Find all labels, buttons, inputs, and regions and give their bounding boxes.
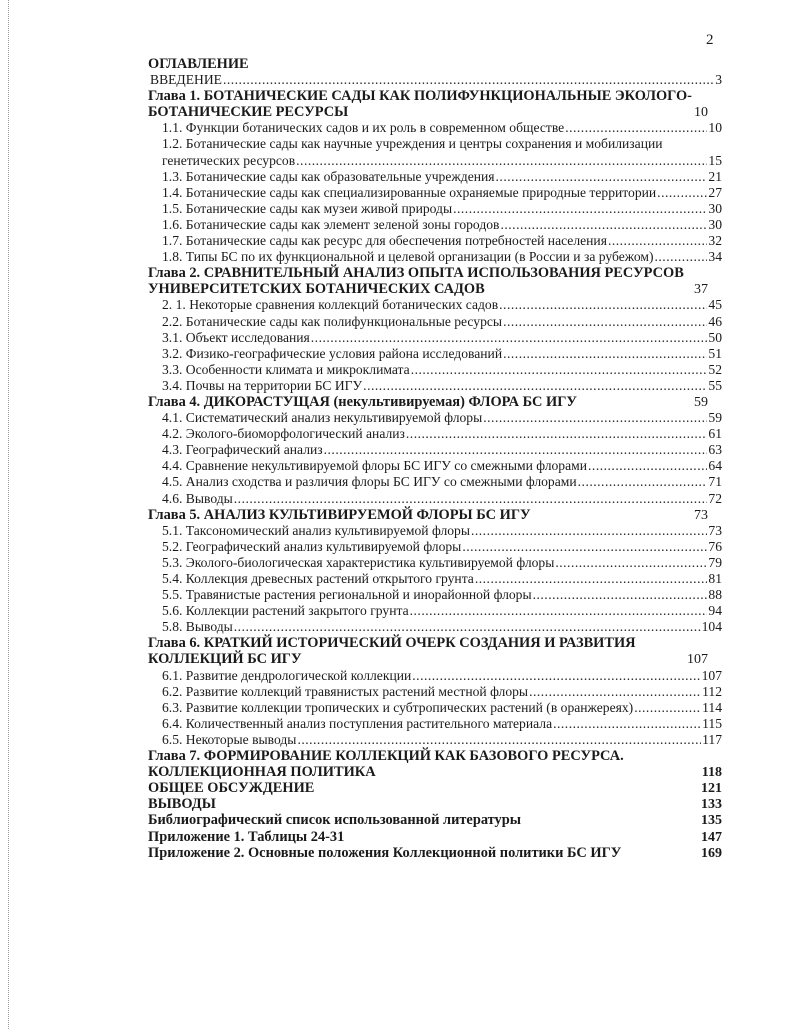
toc-entry-title: Глава 4. ДИКОРАСТУЩАЯ (некультивируемая) ФЛОРА БС ИГУ [148, 393, 577, 410]
toc-entry-title: 6.5. Некоторые выводы [162, 731, 297, 747]
toc-entry-title: 6.1. Развитие дендрологической коллекции [162, 667, 412, 683]
toc-entry-title: 6.2. Развитие коллекций травянистых растений местной флоры [162, 683, 529, 699]
toc-dot-leader [453, 201, 707, 217]
toc-entry[interactable] [148, 281, 722, 297]
toc-entry-title: 6.3. Развитие коллекции тропических и субтропических растений (в оранжереях) [162, 699, 634, 715]
toc-entry[interactable] [148, 732, 722, 748]
toc-dot-leader [311, 330, 708, 346]
toc-entry-title: 5.8. Выводы [162, 619, 233, 635]
toc-entry[interactable] [148, 635, 722, 651]
toc-entry-page: 3 [715, 72, 722, 88]
toc-dot-leader [565, 120, 707, 136]
toc-entry[interactable] [148, 829, 722, 845]
toc-entry-title: 2.2. Ботанические сады как полифункциональные ресурсы [162, 313, 503, 329]
toc-entry-title: 4.5. Анализ сходства и различия флоры БС ИГУ со смежными флорами [162, 474, 577, 490]
toc-entry-page: 37 [694, 282, 708, 298]
toc-entry-title: 4.3. Географический анализ [162, 442, 323, 458]
toc-entry[interactable] [148, 507, 722, 523]
toc-entry-page: 59 [708, 410, 722, 426]
toc-entry[interactable] [148, 410, 722, 426]
toc-entry-title: 5.4. Коллекция древесных растений открытого грунта [162, 571, 474, 586]
toc-entry-title: Глава 2. СРАВНИТЕЛЬНЫЙ АНАЛИЗ ОПЫТА ИСПОЛЬЗОВАНИЯ РЕСУРСОВ [148, 265, 684, 282]
toc-dot-leader [634, 700, 701, 716]
toc-entry[interactable] [148, 748, 722, 764]
toc-entry-page: 118 [701, 765, 722, 781]
toc-entry[interactable] [148, 845, 722, 861]
toc-dot-leader [553, 716, 701, 732]
toc-dot-leader [499, 297, 707, 313]
toc-entry-page: 34 [708, 249, 722, 265]
toc-entry-page: 64 [708, 458, 722, 474]
toc-entry-page: 30 [708, 216, 722, 232]
toc-dot-leader [363, 378, 707, 394]
toc-entry[interactable] [148, 458, 722, 474]
toc-entry-page: 51 [708, 345, 722, 361]
toc-dot-leader [503, 346, 707, 362]
toc-entry[interactable] [148, 555, 722, 571]
toc-entry-title: 1.7. Ботанические сады как ресурс для обеспечения потребностей населения [162, 233, 607, 249]
toc-entry[interactable] [148, 346, 722, 362]
toc-entry-title: КОЛЛЕКЦИЙ БС ИГУ [148, 651, 302, 668]
toc-entry[interactable] [148, 314, 722, 330]
toc-entry[interactable] [148, 378, 722, 394]
toc-dot-leader [503, 314, 707, 330]
toc-entry-title: Глава 5. АНАЛИЗ КУЛЬТИВИРУЕМОЙ ФЛОРЫ БС ИГУ [148, 506, 531, 523]
toc-entry-title: 5.1. Таксономический анализ культивируемой флоры [162, 522, 470, 538]
toc-dot-leader [410, 603, 708, 619]
toc-entry[interactable] [148, 362, 722, 378]
toc-dot-leader [588, 458, 707, 474]
toc-entry-title: УНИВЕРСИТЕТСКИХ БОТАНИЧЕСКИХ САДОВ [148, 281, 485, 298]
toc-dot-leader [608, 233, 707, 249]
toc-entry-page: 52 [708, 361, 722, 377]
toc-entry-title: Глава 1. БОТАНИЧЕСКИЕ САДЫ КАК ПОЛИФУНКЦИОНАЛЬНЫЕ ЭКОЛОГО- [148, 88, 692, 105]
toc-dot-leader [533, 587, 708, 603]
toc-dot-leader [406, 426, 708, 442]
toc-entry[interactable] [148, 523, 722, 539]
toc-entry[interactable] [148, 185, 722, 201]
toc-entry-title: 3.1. Объект исследования [162, 329, 310, 345]
toc-entry-page: 21 [708, 168, 722, 184]
toc-entry-page: 71 [708, 474, 722, 490]
toc-entry-page: 115 [702, 715, 722, 731]
toc-entry-title: 4.4. Сравнение некультивируемой флоры БС ИГУ со смежными флорами [162, 458, 588, 474]
toc-entry-page: 76 [708, 538, 722, 554]
toc-entry-page: 63 [708, 442, 722, 458]
toc-entry-title: 4.6. Выводы [162, 490, 233, 506]
toc-entry-page: 73 [708, 522, 722, 538]
scan-margin-line [8, 0, 9, 1029]
toc-entry-title: БОТАНИЧЕСКИЕ РЕСУРСЫ [148, 104, 349, 121]
toc-entry-title: ВЫВОДЫ [148, 796, 216, 813]
toc-entry[interactable] [148, 539, 722, 555]
toc-entry[interactable] [148, 249, 722, 265]
toc-entry-title: КОЛЛЕКЦИОННАЯ ПОЛИТИКА [148, 764, 376, 781]
toc-entry-title: Глава 7. ФОРМИРОВАНИЕ КОЛЛЕКЦИЙ КАК БАЗОВОГО РЕСУРСА. [148, 748, 624, 765]
toc-entry[interactable] [148, 169, 722, 185]
toc-entry[interactable] [148, 684, 722, 700]
toc-entry-title: Приложение 1. Таблицы 24-31 [148, 828, 345, 845]
toc-entry-title: 5.3. Эколого-биологическая характеристика культивируемой флоры [162, 554, 555, 570]
toc-entry[interactable] [148, 394, 722, 410]
toc-entry[interactable] [148, 796, 722, 812]
toc-entry-title: 1.2. Ботанические сады как научные учреждения и центры сохранения и мобилизации [162, 136, 663, 152]
toc-entry-page: 73 [694, 507, 708, 523]
toc-dot-leader [234, 619, 701, 635]
toc-entry[interactable] [148, 491, 722, 507]
toc-entry-title: 1.6. Ботанические сады как элемент зеленой зоны городов [162, 216, 500, 232]
toc-entry-title: 4.1. Систематический анализ некультивируемой флоры [162, 410, 483, 426]
toc-dot-leader [475, 571, 708, 587]
toc-entry-page: 114 [702, 699, 722, 715]
toc-entry-title: 1.4. Ботанические сады как специализированные охраняемые природные территории [162, 184, 657, 200]
toc-entry[interactable] [148, 201, 722, 217]
toc-entry[interactable] [148, 88, 722, 104]
toc-dot-leader [223, 72, 714, 88]
toc-entry-title: 5.5. Травянистые растения региональной и инорайонной флоры [162, 587, 532, 603]
toc-entry-title: 3.2. Физико-географические условия района исследований [162, 345, 503, 361]
toc-dot-leader [234, 491, 708, 507]
toc-entry-title: 1.3. Ботанические сады как образовательные учреждения [162, 168, 495, 184]
toc-entry-page: 88 [708, 587, 722, 603]
toc-title-text: ОГЛАВЛЕНИЕ [148, 56, 249, 72]
toc-entry[interactable] [148, 426, 722, 442]
toc-entry-title: Глава 6. КРАТКИЙ ИСТОРИЧЕСКИЙ ОЧЕРК СОЗДАНИЯ И РАЗВИТИЯ [148, 635, 636, 652]
toc-entry[interactable] [148, 571, 722, 587]
toc-entry[interactable] [148, 265, 722, 281]
toc-entry-title: 3.4. Почвы на территории БС ИГУ [162, 377, 363, 393]
toc-dot-leader [657, 185, 707, 201]
toc-entry-page: 117 [702, 731, 722, 747]
toc-entry-page: 30 [708, 200, 722, 216]
toc-entry-title: 5.6. Коллекции растений закрытого грунта [162, 603, 409, 619]
toc-entry-page: 107 [687, 652, 708, 668]
toc-entry-page: 46 [708, 313, 722, 329]
toc-dot-leader [555, 555, 707, 571]
toc-entry-page: 61 [708, 426, 722, 442]
toc-entry-page: 104 [701, 619, 722, 635]
toc-entry-title: 1.8. Типы БС по их функциональной и целевой организации (в России и за рубежом) [162, 249, 654, 265]
toc-entry[interactable] [148, 120, 722, 136]
toc-entry-title: 6.4. Количественный анализ поступления растительного материала [162, 715, 553, 731]
toc-entry-page: 27 [708, 184, 722, 200]
toc-entry-page: 32 [708, 233, 722, 249]
toc-entry-page: 107 [701, 667, 722, 683]
toc-entry[interactable] [148, 442, 722, 458]
toc-entry[interactable] [148, 780, 722, 796]
toc-entry-title: 1.1. Функции ботанических садов и их роль в современном обществе [162, 120, 565, 136]
toc-dot-leader [324, 442, 708, 458]
toc-dot-leader [500, 217, 707, 233]
toc-entry-page: 59 [694, 394, 708, 410]
toc-dot-leader [655, 249, 708, 265]
toc-entry-title: ВВЕДЕНИЕ [150, 72, 222, 88]
toc-entry[interactable] [148, 233, 722, 249]
toc-entry[interactable] [148, 603, 722, 619]
toc-entry-title: генетических ресурсов [162, 152, 296, 168]
toc-entry[interactable] [148, 716, 722, 732]
toc-entry[interactable] [148, 651, 722, 667]
toc-entry[interactable] [148, 136, 722, 152]
toc-dot-leader [496, 169, 708, 185]
toc-entry[interactable] [148, 764, 722, 780]
toc-entry-title: Библиографический список использованной литературы [148, 812, 521, 829]
toc-dot-leader [578, 474, 708, 490]
toc-entry-page: 55 [708, 377, 722, 393]
toc-entry[interactable] [148, 812, 722, 828]
toc-entry-page: 45 [708, 297, 722, 313]
toc-entry[interactable] [148, 587, 722, 603]
toc-entry[interactable] [148, 700, 722, 716]
toc-dot-leader [529, 684, 701, 700]
toc-entry-page: 72 [708, 490, 722, 506]
toc-entry[interactable] [148, 474, 722, 490]
toc-entry-title: 3.3. Особенности климата и микроклимата [162, 361, 410, 377]
toc-entry[interactable] [148, 668, 722, 684]
toc-entry-title: 4.2. Эколого-биоморфологический анализ [162, 426, 405, 442]
toc-dot-leader [412, 668, 700, 684]
toc-entry[interactable] [148, 217, 722, 233]
table-of-contents [148, 56, 722, 861]
toc-entry-title: 5.2. Географический анализ культивируемой флоры [162, 538, 462, 554]
toc-entry[interactable] [148, 153, 722, 169]
toc-entry-page: 15 [708, 152, 722, 168]
toc-title [148, 56, 722, 72]
toc-entry-page: 121 [701, 781, 722, 797]
toc-entry-page: 81 [708, 571, 722, 586]
toc-entries [148, 72, 722, 861]
toc-entry-page: 50 [708, 329, 722, 345]
toc-entry-title: ОБЩЕЕ ОБСУЖДЕНИЕ [148, 780, 315, 797]
toc-entry-title: 2. 1. Некоторые сравнения коллекций ботанических садов [162, 297, 499, 313]
toc-entry-page: 10 [708, 120, 722, 136]
toc-entry-title: 1.5. Ботанические сады как музеи живой природы [162, 200, 453, 216]
toc-entry-page: 94 [708, 603, 722, 619]
toc-entry-page: 169 [701, 845, 722, 861]
toc-dot-leader [483, 410, 707, 426]
toc-dot-leader [462, 539, 707, 555]
toc-dot-leader [411, 362, 708, 378]
toc-entry-title: Приложение 2. Основные положения Коллекционной политики БС ИГУ [148, 844, 622, 861]
toc-entry-page: 10 [694, 105, 708, 121]
toc-dot-leader [296, 153, 707, 169]
toc-entry-page: 79 [708, 554, 722, 570]
toc-dot-leader [471, 523, 707, 539]
toc-entry-page: 135 [701, 813, 722, 829]
page-number: 2 [706, 32, 714, 48]
toc-entry[interactable] [148, 330, 722, 346]
toc-entry[interactable] [148, 72, 722, 88]
toc-entry-page: 133 [701, 797, 722, 813]
toc-entry-page: 112 [702, 683, 722, 699]
toc-entry[interactable] [148, 297, 722, 313]
toc-entry-page: 147 [701, 829, 722, 845]
toc-entry[interactable] [148, 104, 722, 120]
toc-entry[interactable] [148, 619, 722, 635]
toc-dot-leader [297, 732, 701, 748]
